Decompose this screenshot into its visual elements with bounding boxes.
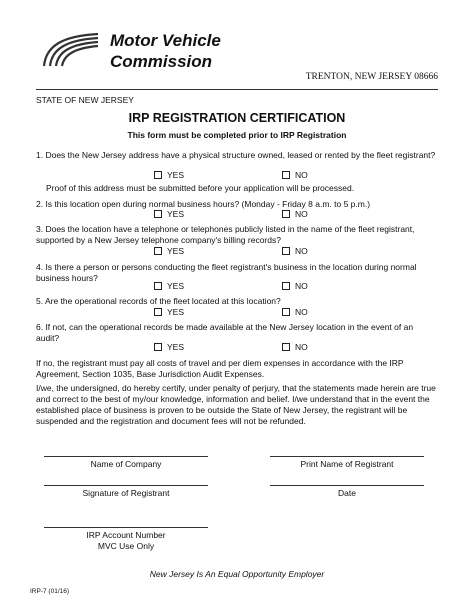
q6-yes-option[interactable] (154, 342, 184, 352)
q2-yes-label: YES (167, 209, 185, 219)
q3-yes-checkbox[interactable] (154, 247, 162, 255)
q5-yes-option[interactable] (154, 307, 184, 317)
print-name-line[interactable] (270, 456, 424, 457)
print-name-label: Print Name of Registrant (300, 459, 394, 469)
q2-no-option[interactable] (282, 209, 308, 219)
company-name-label: Name of Company (90, 459, 162, 469)
q3-no-label: NO (295, 246, 308, 256)
q4-yes-checkbox[interactable] (154, 282, 162, 290)
q5-no-checkbox[interactable] (282, 308, 290, 316)
mvc-logo-icon (40, 28, 100, 70)
form-number: IRP-7 (01/16) (30, 588, 70, 595)
q6-yes-label: YES (167, 342, 185, 352)
q6-no-label: NO (295, 342, 308, 352)
q5-yes-label: YES (167, 307, 185, 317)
q4-yes-label: YES (167, 281, 185, 291)
org-name-line2: Commission (110, 52, 213, 71)
q5-no-option[interactable] (282, 307, 308, 317)
q1-no-label: NO (295, 170, 308, 180)
certification-paragraph: I/we, the undersigned, do hereby certify, under penalty of perjury, that the statements made herein are true and correct to the best of my/our knowledge, information and belief. I/we understand that in the event the established place of business is proven to be outside the State of New Jersey, the registrant will be suspended and the registration and document fees will not be refunded. (36, 383, 436, 426)
question-4: 4. Is there a person or persons conducting the fleet registrant's business in the location during normal business hours? (36, 262, 417, 283)
q1-yes-checkbox[interactable] (154, 171, 162, 179)
q3-no-checkbox[interactable] (282, 247, 290, 255)
q6-yes-checkbox[interactable] (154, 343, 162, 351)
irp-account-label: IRP Account Number (86, 530, 166, 540)
q4-yes-option[interactable] (154, 281, 184, 291)
city-address: TRENTON, NEW JERSEY 08666 (305, 72, 438, 82)
q3-yes-option[interactable] (154, 246, 184, 256)
q2-yes-option[interactable] (154, 209, 184, 219)
q6-no-checkbox[interactable] (282, 343, 290, 351)
q1-yes-option[interactable] (154, 170, 184, 180)
q1-yes-label: YES (167, 170, 185, 180)
company-name-line[interactable] (44, 456, 208, 457)
q4-no-label: NO (295, 281, 308, 291)
mvc-use-label: MVC Use Only (97, 541, 155, 551)
signature-line[interactable] (44, 485, 208, 486)
question-1: 1. Does the New Jersey address have a physical structure owned, leased or rented by the fleet registrant? (36, 150, 436, 160)
irp-account-line[interactable] (44, 527, 208, 528)
question-3: 3. Does the location have a telephone or telephones publicly listed in the name of the fleet registrant, supported by a New Jersey telephone company's billing records? (36, 224, 415, 245)
header-divider (36, 89, 438, 90)
q5-no-label: NO (295, 307, 308, 317)
travel-expense-paragraph: If no, the registrant must pay all costs of travel and per diem expenses in accordance with the IRP Agreement, Section 1035, Base Jurisdiction Audit Expenses. (36, 358, 404, 379)
question-6: 6. If not, can the operational records be made available at the New Jersey location in the event of an audit? (36, 322, 414, 343)
equal-opportunity-tagline: New Jersey Is An Equal Opportunity Employer (149, 569, 325, 579)
q3-yes-label: YES (167, 246, 185, 256)
form-subtitle: This form must be completed prior to IRP Registration (127, 130, 347, 140)
q3-no-option[interactable] (282, 246, 308, 256)
q5-yes-checkbox[interactable] (154, 308, 162, 316)
q2-yes-checkbox[interactable] (154, 210, 162, 218)
state-label: STATE OF NEW JERSEY (36, 95, 134, 105)
question-2: 2. Is this location open during normal business hours? (Monday - Friday 8 a.m. to 5 p.m.) (36, 199, 371, 209)
date-line[interactable] (270, 485, 424, 486)
q1-no-checkbox[interactable] (282, 171, 290, 179)
q6-no-option[interactable] (282, 342, 308, 352)
q2-no-label: NO (295, 209, 308, 219)
date-label: Date (338, 488, 356, 498)
signature-label: Signature of Registrant (82, 488, 170, 498)
form-title: IRP REGISTRATION CERTIFICATION (128, 111, 346, 125)
q2-no-checkbox[interactable] (282, 210, 290, 218)
q4-no-checkbox[interactable] (282, 282, 290, 290)
org-name (110, 30, 221, 72)
question-5: 5. Are the operational records of the fleet located at this location? (36, 296, 281, 306)
q4-no-option[interactable] (282, 281, 308, 291)
q1-no-option[interactable] (282, 170, 308, 180)
org-name-line1: Motor Vehicle (110, 31, 221, 50)
question-1-note: Proof of this address must be submitted before your application will be processed. (46, 183, 355, 193)
